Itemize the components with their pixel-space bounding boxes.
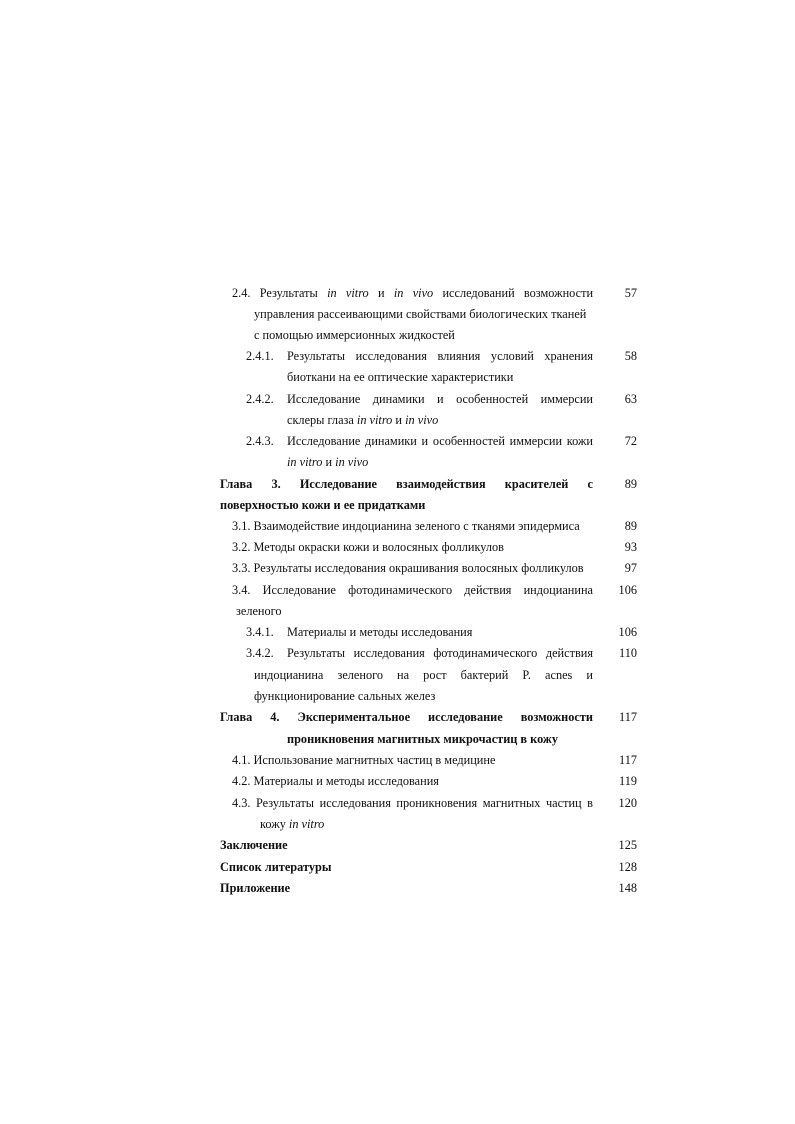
toc-appendix: Приложение — [220, 881, 291, 895]
toc-page-number: 119 — [619, 774, 637, 788]
toc-prefix: 2.4. — [232, 286, 251, 300]
toc-entry-2-4-line3: с помощью иммерсионных жидкостей — [254, 328, 455, 342]
toc-page-number: 72 — [624, 434, 637, 448]
chapter-4-title-line1: Глава 4. Экспериментальное исследование возможности — [220, 710, 593, 724]
toc-page-number: 120 — [618, 796, 637, 810]
toc-entry-3-4-1: Материалы и методы исследования — [287, 625, 473, 639]
toc-text: и — [325, 455, 333, 469]
toc-page-number: 63 — [624, 392, 637, 406]
chapter-3-title-line1: Глава 3. Исследование взаимодействия красителей с — [220, 477, 593, 491]
toc-entry-3-4-2-line1: Результаты исследования фотодинамического действия — [287, 646, 593, 660]
toc-page-number: 148 — [618, 881, 637, 895]
toc-text-italic: in vitro — [327, 286, 369, 300]
toc-page-number: 57 — [624, 286, 637, 300]
toc-page-number: 97 — [624, 561, 637, 575]
toc-page-number: 89 — [624, 519, 637, 533]
toc-text-italic: in vitro — [287, 455, 323, 469]
toc-text-italic: in vivo — [335, 455, 369, 469]
toc-prefix: 2.4.1. — [246, 349, 274, 363]
toc-entry-3-4-2-line3: функционирование сальных желез — [254, 689, 436, 703]
toc-page-number: 125 — [618, 838, 637, 852]
toc-entry-4-3-line2 — [260, 814, 324, 835]
toc-text: и — [377, 286, 385, 300]
toc-entry-2-4-line1 — [232, 283, 593, 304]
toc-entry-2-4-3-line1: Исследование динамики и особенностей иммерсии кожи — [287, 434, 593, 448]
toc-page-number: 117 — [619, 710, 637, 724]
toc-entry-2-4-line2: управления рассеивающими свойствами биологических тканей — [254, 307, 587, 321]
toc-page-number: 117 — [619, 753, 637, 767]
toc-prefix: 2.4.3. — [246, 434, 274, 448]
toc-entry-4-1: 4.1. Использование магнитных частиц в медицине — [232, 753, 496, 767]
toc-entry-2-4-3-line2 — [287, 452, 368, 473]
toc-entry-4-3-line1: 4.3. Результаты исследования проникновения магнитных частиц в — [232, 796, 593, 810]
toc-text: и — [395, 413, 403, 427]
toc-entry-3-4-line2: зеленого — [236, 604, 282, 618]
toc-text-italic: in vitro — [288, 817, 325, 831]
toc-prefix: 3.4.2. — [246, 646, 274, 660]
toc-entry-2-4-2-line2 — [287, 410, 438, 431]
toc-page-number: 58 — [624, 349, 637, 363]
chapter-4-title-line2: проникновения магнитных микрочастиц в кожу — [287, 732, 558, 746]
toc-entry-3-4-2-line2: индоцианина зеленого на рост бактерий P. acnes и — [254, 668, 593, 682]
toc-entry-2-4-1-line1: Результаты исследования влияния условий хранения — [287, 349, 593, 363]
toc-entry-2-4-2-line1: Исследование динамики и особенностей иммерсии — [287, 392, 593, 406]
toc-conclusion: Заключение — [220, 838, 288, 852]
toc-page-number: 93 — [624, 540, 637, 554]
toc-entry-4-2: 4.2. Материалы и методы исследования — [232, 774, 439, 788]
toc-prefix: 2.4.2. — [246, 392, 274, 406]
toc-text: исследований возможности — [442, 286, 594, 300]
toc-page-number: 110 — [619, 646, 637, 660]
toc-entry-3-2: 3.2. Методы окраски кожи и волосяных фолликулов — [232, 540, 504, 554]
toc-text: склеры глаза — [287, 413, 354, 427]
toc-entry-3-3: 3.3. Результаты исследования окрашивания волосяных фолликулов — [232, 561, 584, 575]
toc-prefix: 3.4.1. — [246, 625, 274, 639]
toc-page-number: 89 — [624, 477, 637, 491]
toc-text-italic: in vivo — [393, 286, 434, 300]
toc-entry-2-4-1-line2: биоткани на ее оптические характеристики — [287, 370, 514, 384]
toc-entry-3-4-line1: 3.4. Исследование фотодинамического действия индоцианина — [232, 583, 593, 597]
toc-page-number: 106 — [618, 583, 637, 597]
toc-text: кожу — [260, 817, 286, 831]
toc-text: Результаты — [259, 286, 318, 300]
toc-entry-3-1: 3.1. Взаимодействие индоцианина зеленого с тканями эпидермиса — [232, 519, 580, 533]
toc-text-italic: in vivo — [405, 413, 439, 427]
toc-page-number: 106 — [618, 625, 637, 639]
toc-references: Список литературы — [220, 860, 332, 874]
chapter-3-title-line2: поверхностью кожи и ее придатками — [220, 498, 426, 512]
toc-page-number: 128 — [618, 860, 637, 874]
toc-text-italic: in vitro — [356, 413, 393, 427]
